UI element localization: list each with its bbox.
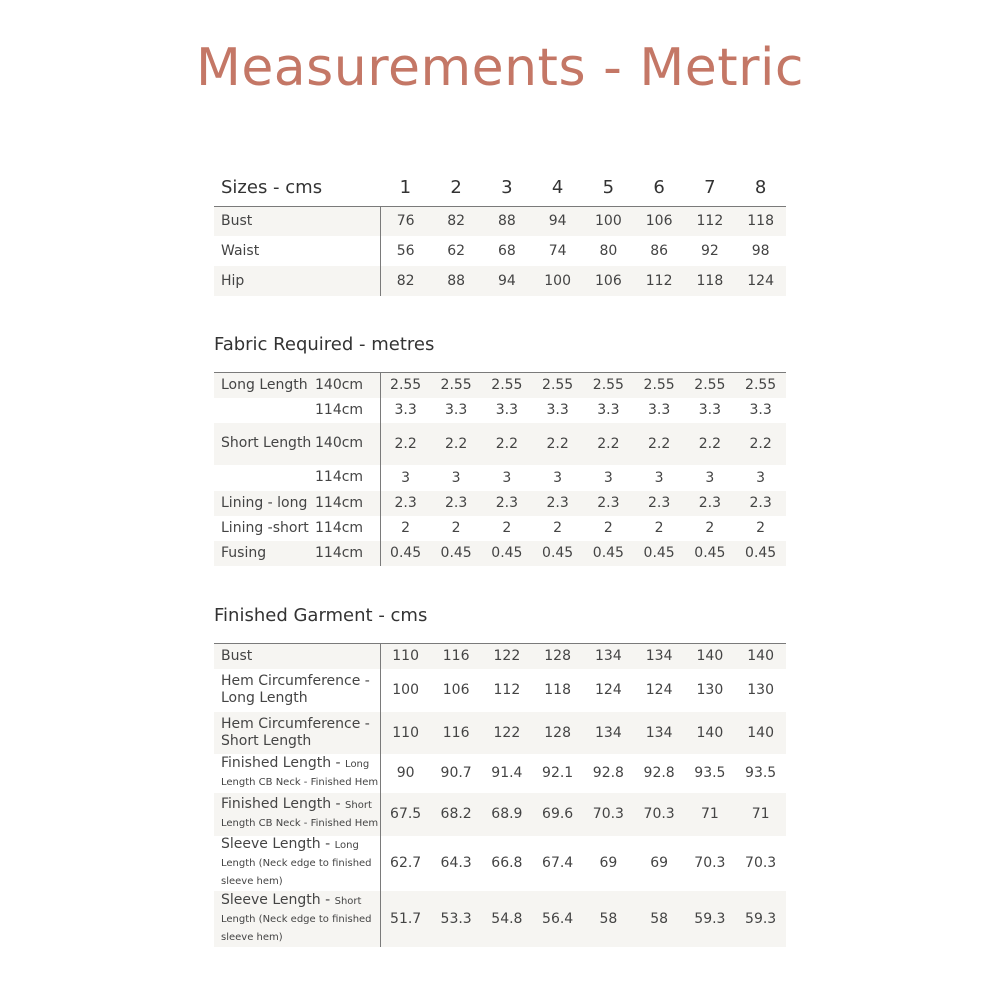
table-cell: 3 xyxy=(451,469,461,486)
fabric-label-group xyxy=(221,377,380,394)
size-header: 7 xyxy=(685,170,736,206)
table-cell: 69.6 xyxy=(532,793,583,836)
table-cell: 106 xyxy=(442,682,470,698)
garment-row-label xyxy=(214,836,380,891)
page-title: Measurements - Metric xyxy=(195,38,805,98)
table-cell: 2.2 xyxy=(735,423,786,465)
row-label: Waist xyxy=(214,236,380,266)
table-cell: 2.2 xyxy=(634,423,685,465)
table-cell: 3.3 xyxy=(698,402,721,418)
table-cell: 2.55 xyxy=(380,373,431,398)
garment-item-note: Long Length CB Neck - Finished Hem xyxy=(221,759,379,788)
fabric-label-group xyxy=(221,545,380,562)
table-cell: 2.55 xyxy=(735,373,786,398)
table-cell: 122 xyxy=(482,644,533,669)
table-cell: 134 xyxy=(583,712,634,754)
size-header: 8 xyxy=(735,170,786,206)
table-cell: 53.3 xyxy=(431,891,482,947)
table-row xyxy=(214,266,786,296)
fabric-width-label: 140cm xyxy=(315,376,364,393)
table-cell: 100 xyxy=(392,682,419,698)
table-cell: 116 xyxy=(431,712,482,754)
table-row xyxy=(214,836,786,891)
table-cell: 62.7 xyxy=(390,855,422,871)
table-cell: 110 xyxy=(380,644,431,669)
table-cell: 0.45 xyxy=(583,541,634,566)
fabric-row-label xyxy=(214,541,380,566)
table-cell: 2.3 xyxy=(634,491,685,516)
table-cell: 2 xyxy=(502,520,512,536)
table-cell: 3.3 xyxy=(495,402,518,418)
table-row xyxy=(214,206,786,236)
table-cell: 3.3 xyxy=(546,402,569,418)
table-cell: 2.55 xyxy=(685,373,736,398)
table-cell: 3.3 xyxy=(749,402,772,418)
fabric-label-group xyxy=(221,469,380,486)
table-cell: 2.55 xyxy=(583,373,634,398)
table-cell: 68.2 xyxy=(431,793,482,836)
table-row xyxy=(214,712,786,754)
table-cell: 92.1 xyxy=(542,765,574,781)
table-cell: 3.3 xyxy=(647,402,671,418)
table-cell: 100 xyxy=(532,266,583,296)
table-cell: 100 xyxy=(583,206,634,236)
fabric-item-label: Short Length xyxy=(221,435,312,451)
table-cell: 124 xyxy=(595,682,622,698)
table-cell: 3 xyxy=(756,469,766,486)
fabric-width-label: 114cm xyxy=(315,544,364,561)
table-cell: 69 xyxy=(599,855,618,871)
table-cell: 2.3 xyxy=(380,491,431,516)
garment-item-label: Sleeve Length - xyxy=(221,891,335,908)
fabric-item-label: Fusing xyxy=(221,544,267,561)
fabric-width-label: 140cm xyxy=(315,435,364,451)
table-row xyxy=(214,398,786,423)
table-cell: 3.3 xyxy=(394,402,417,418)
table-cell: 76 xyxy=(380,206,431,236)
table-cell: 0.45 xyxy=(735,541,786,566)
table-cell: 59.3 xyxy=(735,891,786,947)
fabric-row-label xyxy=(214,423,380,465)
table-cell: 2.2 xyxy=(431,423,482,465)
table-row xyxy=(214,754,786,793)
garment-section-title: Finished Garment - cms xyxy=(214,605,428,626)
table-cell: 64.3 xyxy=(440,855,472,871)
size-header: 6 xyxy=(634,170,685,206)
table-cell: 130 xyxy=(747,682,774,698)
row-label: Bust xyxy=(214,206,380,236)
fabric-row-label xyxy=(214,491,380,516)
table-cell: 2.3 xyxy=(482,491,533,516)
table-cell: 134 xyxy=(634,644,685,669)
table-cell: 2.3 xyxy=(532,491,583,516)
table-cell: 2.55 xyxy=(431,373,482,398)
fabric-width-label: 114cm xyxy=(315,469,364,485)
fabric-item-label: Lining - long xyxy=(221,494,308,511)
table-row xyxy=(214,644,786,669)
fabric-section-title: Fabric Required - metres xyxy=(214,334,435,355)
table-cell: 0.45 xyxy=(431,541,482,566)
garment-item-label: Hem Circumference - Long Length xyxy=(221,673,370,706)
table-cell: 116 xyxy=(431,644,482,669)
table-cell: 80 xyxy=(599,243,618,259)
table-cell: 94 xyxy=(482,266,533,296)
garment-row-label xyxy=(214,712,380,754)
fabric-width-label: 114cm xyxy=(315,519,364,536)
table-row xyxy=(214,423,786,465)
size-header: 4 xyxy=(532,170,583,206)
table-cell: 2.55 xyxy=(532,373,583,398)
table-cell: 2.3 xyxy=(735,491,786,516)
table-cell: 82 xyxy=(431,206,482,236)
table-cell: 54.8 xyxy=(482,891,533,947)
table-cell: 68.9 xyxy=(482,793,533,836)
table-row xyxy=(214,373,786,398)
fabric-row-label xyxy=(214,398,380,423)
table-cell: 70.3 xyxy=(634,793,685,836)
table-cell: 90.7 xyxy=(440,765,472,781)
table-cell: 2 xyxy=(705,520,715,536)
fabric-label-group xyxy=(221,495,380,512)
table-cell: 92.8 xyxy=(643,765,675,781)
table-cell: 71 xyxy=(735,793,786,836)
table-row xyxy=(214,669,786,712)
table-cell: 74 xyxy=(548,243,567,259)
table-cell: 2 xyxy=(553,520,563,536)
table-cell: 2 xyxy=(401,520,411,536)
table-cell: 2.3 xyxy=(431,491,482,516)
garment-item-label: Finished Length - xyxy=(221,755,346,771)
fabric-width-label: 114cm xyxy=(315,494,364,511)
row-label: Hip xyxy=(214,266,380,296)
fabric-row-label xyxy=(214,516,380,541)
table-cell: 90 xyxy=(396,765,415,781)
table-cell: 94 xyxy=(532,206,583,236)
table-cell: 3.3 xyxy=(597,402,620,418)
garment-item-label: Bust xyxy=(221,647,253,664)
table-cell: 2.2 xyxy=(685,423,736,465)
fabric-item-label: Long Length xyxy=(221,376,308,393)
table-cell: 128 xyxy=(532,712,583,754)
table-cell: 92 xyxy=(700,243,719,259)
table-cell: 106 xyxy=(583,266,634,296)
fabric-table xyxy=(214,372,786,566)
sizes-table xyxy=(214,170,786,296)
table-cell: 2 xyxy=(756,520,766,536)
table-cell: 0.45 xyxy=(532,541,583,566)
table-cell: 2.55 xyxy=(482,373,533,398)
table-cell: 66.8 xyxy=(491,855,523,871)
fabric-label-group xyxy=(221,435,380,452)
table-cell: 140 xyxy=(685,712,736,754)
size-header: 1 xyxy=(380,170,431,206)
fabric-label-group xyxy=(221,402,380,419)
table-cell: 140 xyxy=(735,712,786,754)
table-cell: 3.3 xyxy=(444,402,468,418)
table-row xyxy=(214,491,786,516)
table-cell: 2 xyxy=(603,520,613,536)
table-cell: 140 xyxy=(735,644,786,669)
table-cell: 82 xyxy=(380,266,431,296)
table-row xyxy=(214,541,786,566)
table-cell: 140 xyxy=(685,644,736,669)
table-cell: 58 xyxy=(583,891,634,947)
garment-item-note: Long Length (Neck edge to finished sleeve hem) xyxy=(221,840,372,887)
table-cell: 3 xyxy=(502,469,512,486)
table-cell: 112 xyxy=(493,682,521,698)
table-row xyxy=(214,793,786,836)
table-cell: 69 xyxy=(650,855,669,871)
table-cell: 59.3 xyxy=(685,891,736,947)
table-cell: 112 xyxy=(634,266,685,296)
table-cell: 124 xyxy=(645,682,673,698)
table-cell: 118 xyxy=(685,266,736,296)
table-cell: 58 xyxy=(634,891,685,947)
table-cell: 67.4 xyxy=(542,855,574,871)
garment-item-note: Short Length CB Neck - Finished Hem xyxy=(221,800,379,829)
table-cell: 2.55 xyxy=(634,373,685,398)
table-cell: 71 xyxy=(685,793,736,836)
table-cell: 2.2 xyxy=(532,423,583,465)
table-cell: 2 xyxy=(654,520,664,536)
table-cell: 2.3 xyxy=(685,491,736,516)
table-cell: 0.45 xyxy=(482,541,533,566)
table-row xyxy=(214,236,786,266)
fabric-item-label: Lining -short xyxy=(221,519,309,536)
garment-item-label: Hem Circumference - Short Length xyxy=(221,715,370,749)
table-cell: 92.8 xyxy=(592,765,624,781)
table-cell: 0.45 xyxy=(685,541,736,566)
garment-row-label xyxy=(214,644,380,669)
table-cell: 56 xyxy=(396,243,415,259)
table-cell: 70.3 xyxy=(745,855,777,871)
table-cell: 68 xyxy=(497,243,516,259)
table-cell: 2.2 xyxy=(583,423,634,465)
table-cell: 3 xyxy=(654,469,664,486)
table-cell: 91.4 xyxy=(491,765,523,781)
table-cell: 118 xyxy=(544,682,571,698)
table-cell: 70.3 xyxy=(583,793,634,836)
fabric-width-label: 114cm xyxy=(315,401,364,418)
fabric-row-label xyxy=(214,373,380,398)
garment-row-label xyxy=(214,793,380,836)
garment-item-label: Finished Length - xyxy=(221,796,346,812)
table-row xyxy=(214,891,786,947)
table-cell: 134 xyxy=(634,712,685,754)
garment-row-label xyxy=(214,669,380,712)
table-cell: 0.45 xyxy=(380,541,431,566)
table-cell: 56.4 xyxy=(532,891,583,947)
table-cell: 2.2 xyxy=(482,423,533,465)
table-cell: 122 xyxy=(482,712,533,754)
table-cell: 2.2 xyxy=(380,423,431,465)
table-cell: 0.45 xyxy=(634,541,685,566)
sizes-header-label: Sizes - cms xyxy=(214,170,380,206)
table-cell: 51.7 xyxy=(380,891,431,947)
size-header: 3 xyxy=(482,170,533,206)
garment-table xyxy=(214,643,786,947)
table-cell: 106 xyxy=(634,206,685,236)
table-cell: 3 xyxy=(705,469,715,486)
table-cell: 93.5 xyxy=(745,765,777,781)
garment-item-note: Short Length (Neck edge to finished sleeve hem) xyxy=(221,895,372,943)
size-header: 5 xyxy=(583,170,634,206)
table-cell: 88 xyxy=(482,206,533,236)
table-cell: 67.5 xyxy=(380,793,431,836)
garment-row-label xyxy=(214,754,380,793)
garment-row-label xyxy=(214,891,380,947)
table-cell: 130 xyxy=(696,682,724,698)
table-cell: 3 xyxy=(401,469,411,486)
table-cell: 3 xyxy=(553,469,563,486)
size-header: 2 xyxy=(431,170,482,206)
table-row xyxy=(214,465,786,491)
table-cell: 134 xyxy=(583,644,634,669)
table-cell: 112 xyxy=(685,206,736,236)
fabric-row-label xyxy=(214,465,380,491)
table-cell: 62 xyxy=(447,243,466,259)
table-cell: 93.5 xyxy=(694,765,726,781)
table-cell: 98 xyxy=(751,243,770,259)
table-cell: 118 xyxy=(735,206,786,236)
table-cell: 2.3 xyxy=(583,491,634,516)
table-cell: 3 xyxy=(603,469,613,486)
table-row xyxy=(214,516,786,541)
table-cell: 70.3 xyxy=(694,855,726,871)
table-cell: 128 xyxy=(532,644,583,669)
fabric-label-group xyxy=(221,520,380,537)
table-cell: 110 xyxy=(380,712,431,754)
table-cell: 2 xyxy=(451,520,461,536)
garment-item-label: Sleeve Length - xyxy=(221,836,335,852)
table-cell: 88 xyxy=(431,266,482,296)
table-cell: 86 xyxy=(650,243,669,259)
table-cell: 124 xyxy=(735,266,786,296)
